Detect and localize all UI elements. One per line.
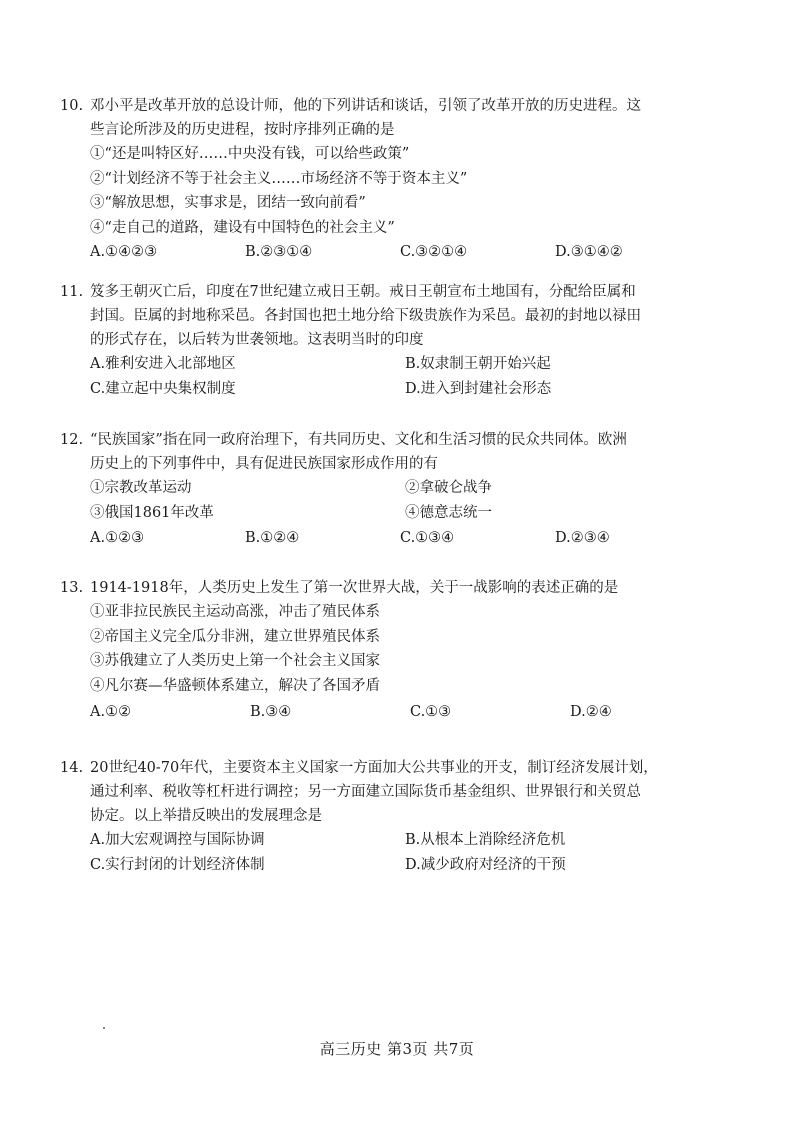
question-stem-line: 历史上的下列事件中，具有促进民族国家形成作用的有 bbox=[90, 456, 438, 472]
question-stem-line: 的形式存在，以后转为世袭领地。这表明当时的印度 bbox=[90, 332, 424, 348]
option-d[interactable]: D.③①④② bbox=[555, 244, 623, 260]
question-13 bbox=[60, 576, 750, 724]
answer-options bbox=[60, 240, 750, 264]
question-number: 12. bbox=[60, 432, 84, 448]
statement: ④凡尔赛—华盛顿体系建立，解决了各国矛盾 bbox=[90, 677, 380, 694]
option-b[interactable]: B.奴隶制王朝开始兴起 bbox=[405, 356, 551, 372]
question-11 bbox=[60, 280, 750, 402]
question-12 bbox=[60, 428, 750, 550]
statement: ②“计划经济不等于社会主义……市场经济不等于资本主义” bbox=[90, 170, 468, 187]
option-a[interactable]: A.加大宏观调控与国际协调 bbox=[90, 832, 265, 848]
option-a[interactable]: A.①②③ bbox=[90, 530, 145, 546]
option-d[interactable]: D.②③④ bbox=[555, 530, 610, 546]
answer-options bbox=[60, 828, 750, 853]
option-c[interactable]: C.建立起中央集权制度 bbox=[90, 381, 236, 397]
question-stem-line: “民族国家”指在同一政府治理下，有共同历史、文化和生活习惯的民众共同体。欧洲 bbox=[90, 432, 627, 448]
statement: ①“还是叫特区好……中央没有钱，可以给些政策” bbox=[90, 146, 410, 162]
statement: ③“解放思想，实事求是，团结一致向前看” bbox=[90, 195, 366, 211]
option-c[interactable]: C.③②①④ bbox=[400, 244, 468, 260]
answer-options bbox=[60, 698, 750, 724]
option-d[interactable]: D.进入到封建社会形态 bbox=[405, 381, 552, 397]
option-d[interactable]: D.②④ bbox=[570, 704, 612, 720]
option-a[interactable]: A.①④②③ bbox=[90, 244, 158, 260]
question-stem-line: 些言论所涉及的历史进程，按时序排列正确的是 bbox=[90, 122, 395, 138]
statement: ②帝国主义完全瓜分非洲，建立世界殖民体系 bbox=[90, 628, 380, 645]
option-d[interactable]: D.减少政府对经济的干预 bbox=[405, 857, 566, 873]
question-stem-line: 1914-1918年，人类历史上发生了第一次世界大战，关于一战影响的表述正确的是 bbox=[90, 580, 619, 596]
statement: ①宗教改革运动 bbox=[90, 480, 192, 496]
answer-options bbox=[60, 526, 750, 550]
option-b[interactable]: B.从根本上消除经济危机 bbox=[405, 832, 566, 848]
option-b[interactable]: B.①②④ bbox=[245, 530, 300, 546]
question-stem-line: 20世纪40-70年代，主要资本主义国家一方面加大公共事业的开支，制订经济发展计划， bbox=[90, 760, 658, 776]
statement: ③苏俄建立了人类历史上第一个社会主义国家 bbox=[90, 653, 380, 669]
answer-options bbox=[60, 352, 750, 377]
statement-row bbox=[60, 476, 750, 501]
question-number: 10. bbox=[60, 98, 84, 114]
question-number: 13. bbox=[60, 580, 84, 596]
option-b[interactable]: B.③④ bbox=[250, 704, 292, 720]
question-stem-line: 笈多王朝灭亡后，印度在7世纪建立戒日王朝。戒日王朝宣布土地国有，分配给臣属和 bbox=[90, 284, 636, 300]
statement: ③俄国1861年改革 bbox=[90, 505, 214, 521]
question-stem-line: 协定。以上举措反映出的发展理念是 bbox=[90, 808, 322, 824]
option-c[interactable]: C.①③④ bbox=[400, 530, 455, 546]
question-stem-line: 邓小平是改革开放的总设计师，他的下列讲话和谈话，引领了改革开放的历史进程。这 bbox=[90, 98, 641, 114]
option-c[interactable]: C.实行封闭的计划经济体制 bbox=[90, 857, 265, 873]
option-b[interactable]: B.②③①④ bbox=[245, 244, 313, 260]
statement: ④德意志统一 bbox=[405, 505, 492, 521]
question-number: 14. bbox=[60, 760, 84, 776]
question-stem-line: 封国。臣属的封地称采邑。各封国也把土地分给下级贵族作为采邑。最初的封地以禄田 bbox=[90, 308, 641, 324]
scan-speck bbox=[103, 1027, 105, 1029]
option-a[interactable]: A.①② bbox=[90, 704, 132, 720]
question-14 bbox=[60, 756, 750, 878]
question-number: 11. bbox=[60, 284, 84, 300]
statement: ④“走自己的道路，建设有中国特色的社会主义” bbox=[90, 219, 395, 236]
answer-options bbox=[60, 853, 750, 878]
page-footer: 高三历史 第3页 共7页 bbox=[319, 1040, 475, 1058]
question-stem-line: 通过利率、税收等杠杆进行调控；另一方面建立国际货币基金组织、世界银行和关贸总 bbox=[90, 784, 641, 800]
option-c[interactable]: C.①③ bbox=[410, 704, 452, 720]
answer-options bbox=[60, 377, 750, 402]
question-10 bbox=[60, 94, 750, 264]
statement: ②拿破仑战争 bbox=[405, 480, 492, 496]
statement: ①亚非拉民族民主运动高涨，冲击了殖民体系 bbox=[90, 604, 380, 620]
statement-row bbox=[60, 501, 750, 526]
option-a[interactable]: A.雅利安进入北部地区 bbox=[90, 356, 236, 372]
